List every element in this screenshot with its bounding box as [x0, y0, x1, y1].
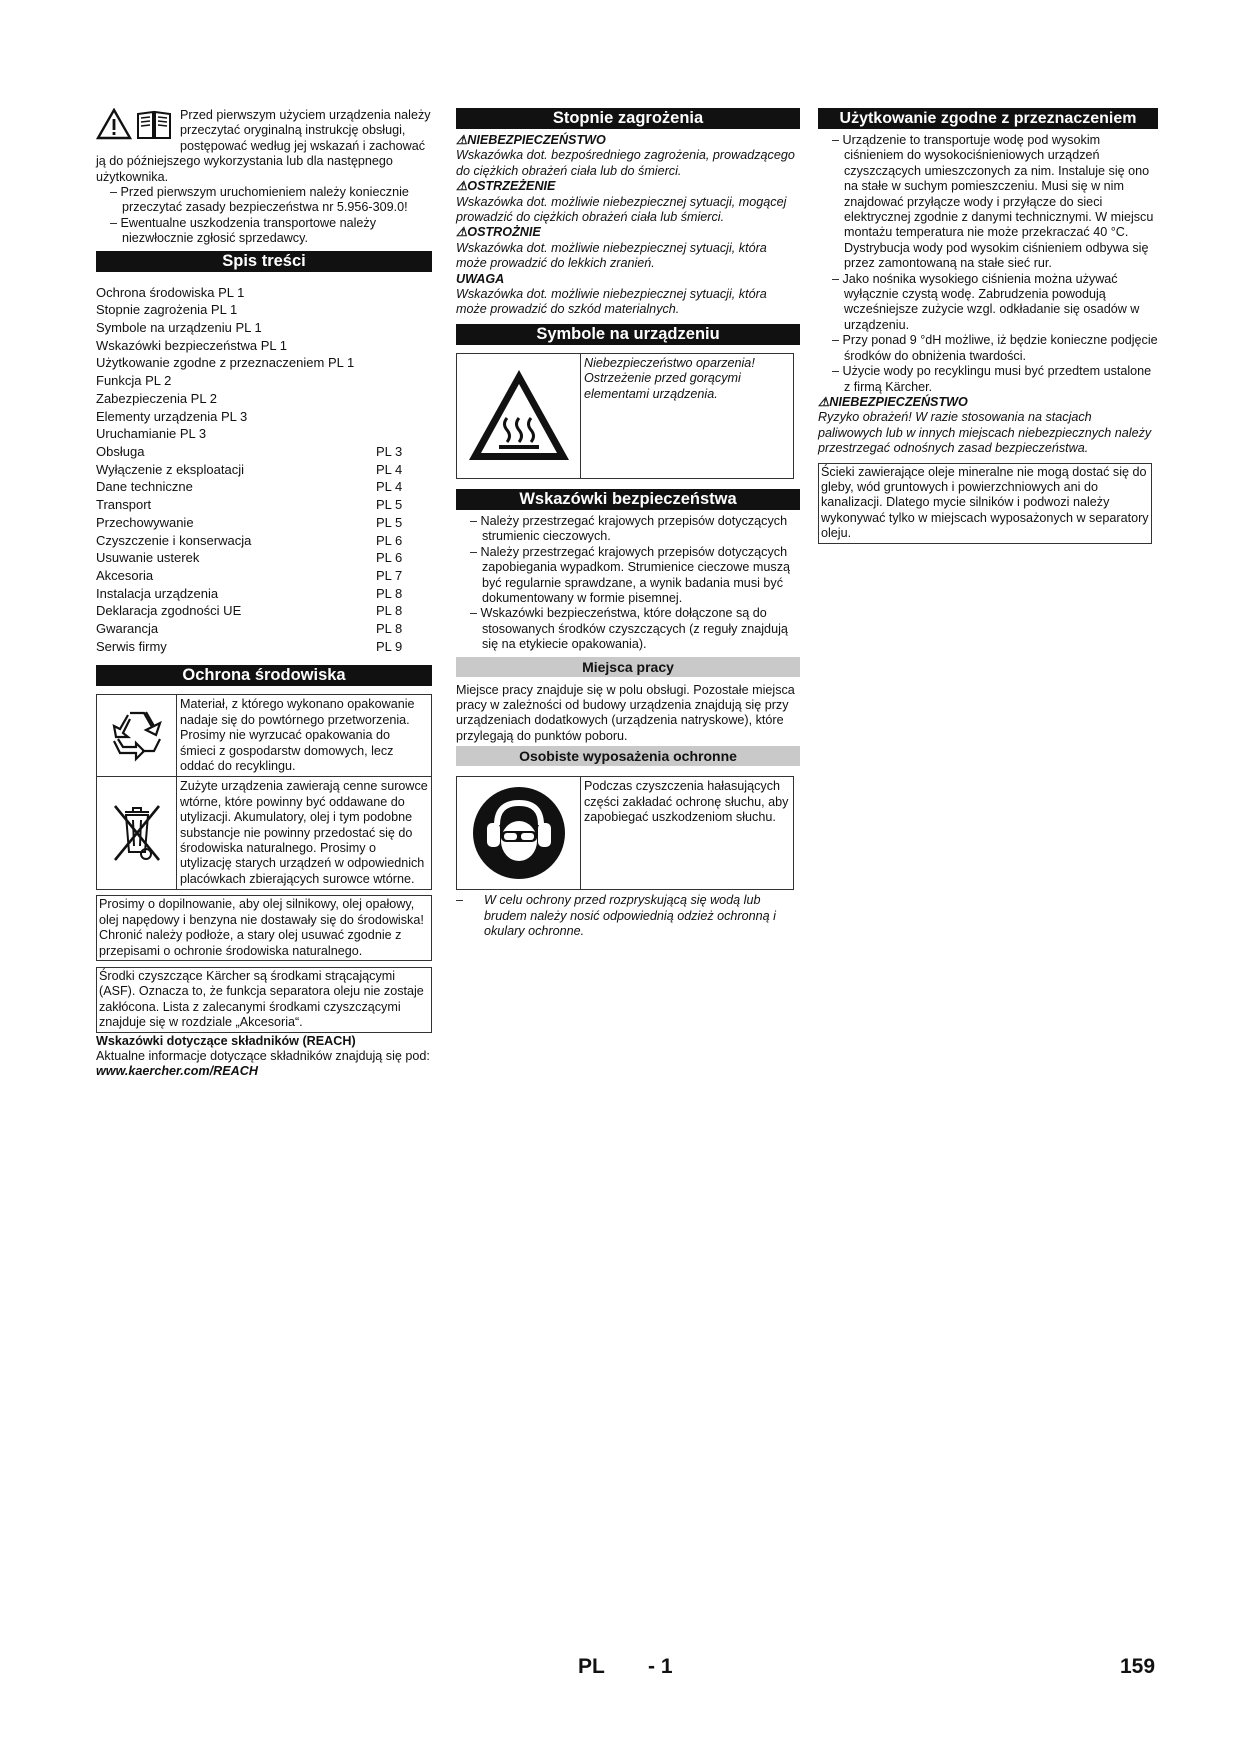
env-asf-text: Środki czyszczące Kärcher są środkami strącającymi (ASF). Oznacza to, że funkcja separatora oleju nie zostaje zakłócona. Lista z zalecanymi środkami czyszczącymi znajduje się w rozdziale „Akcesoria“.: [99, 968, 424, 1030]
env-oil-text: Prosimy o dopilnowanie, aby olej silnikowy, olej opałowy, olej napędowy i benzyna nie dostawały się do środowiska! Chronić należy podłoże, a stary olej usuwać zgodnie z przepisami o ochronie środowiska naturalnego.: [99, 897, 424, 958]
toc-entry[interactable]: Symbole na urządzeniu PL 1: [96, 320, 262, 336]
intro-icons: [96, 108, 176, 148]
use-item: – Przy ponad 9 °dH możliwe, iż będzie konieczne podjęcie środków do obniżenia twardości.: [832, 333, 1158, 363]
ppe-symbol-row: [456, 776, 794, 890]
levels-heading: Stopnie zagrożenia: [456, 108, 800, 129]
danger-text: Ryzyko obrażeń! W razie stosowania na stacjach paliwowych lub w innych miejscach niebezpiecznych należy przestrzegać odnośnych zasad bezpieczeństwa.: [818, 410, 1152, 456]
footer-section-page: - 1: [648, 1655, 673, 1678]
wastewater-text: Ścieki zawierające oleje mineralne nie mogą dostać się do gleby, wód gruntowych i powierzchniowych ani do kanalizacji. Dlatego mycie silników i podwozi należy wykonywać tylko w miejscach wyposażonych w separatory oleju.: [821, 464, 1149, 541]
ppe-heading: Osobiste wyposażenia ochronne: [456, 746, 800, 766]
ear-and-eye-protection-icon: [471, 785, 567, 881]
env-symbol-table: [96, 694, 432, 890]
ppe-note-dash: –: [456, 893, 464, 908]
level-text: Wskazówka dot. bezpośredniego zagrożenia, prowadzącego do ciężkich obrażeń ciała lub do śmierci.: [456, 148, 795, 178]
burn-symbol-text: Niebezpieczeństwo oparzenia! Ostrzeżenie przed gorącymi elementami urządzenia.: [584, 355, 755, 401]
reach-text: Aktualne informacje dotyczące składników znajdują się pod:: [96, 1048, 430, 1063]
use-list: [818, 133, 1158, 395]
toc-entry[interactable]: Wskazówki bezpieczeństwa PL 1: [96, 337, 287, 353]
column-middle: [456, 108, 800, 939]
toc-entry[interactable]: Ochrona środowiska PL 1: [96, 284, 245, 300]
toc-entry[interactable]: Uruchamianie PL 3: [96, 426, 207, 442]
safety-heading: Wskazówki bezpieczeństwa: [456, 489, 800, 510]
toc-entry[interactable]: Użytkowanie zgodne z przeznaczeniem PL 1: [96, 355, 355, 371]
toc-entry[interactable]: Instalacja urządzenia PL 8: [96, 585, 403, 601]
toc-entry[interactable]: Gwarancja PL 8: [96, 621, 403, 637]
toc-entry[interactable]: Dane techniczne PL 4: [96, 479, 403, 495]
warning-triangle-icon: [96, 108, 132, 140]
env-recycle-row: [96, 694, 432, 777]
toc-entry[interactable]: Obsługa PL 3: [96, 443, 403, 459]
danger-label: ⚠NIEBEZPIECZEŃSTWO: [818, 394, 968, 409]
hazard-levels: [456, 133, 800, 318]
env-heading: Ochrona środowiska: [96, 665, 432, 686]
hot-surface-warning-icon: [465, 366, 573, 466]
intro-item: – Przed pierwszym uruchomieniem należy koniecznie przeczytać zasady bezpieczeństwa nr 5.956-309.0!: [110, 185, 409, 215]
manual-book-icon: [135, 108, 173, 140]
level-text: Wskazówka dot. możliwie niebezpiecznej sytuacji, która może prowadzić do szkód materialnych.: [456, 287, 767, 317]
env-weee-text: Zużyte urządzenia zawierają cenne surowce wtórne, które powinny być oddawane do utylizacji. Akumulatory, olej i tym podobne substancje nie powinny przedostać się do środowiska naturalnego. Prosimy o utylizację starych urządzeń w odpowiednich placówkach zbierających surowce wtórne.: [180, 779, 428, 886]
env-recycle-text: Materiał, z którego wykonano opakowanie nadaje się do powtórnego przetworzenia. Prosimy nie wyrzucać opakowania do śmieci z gospodarstw domowych, lecz oddać do recyklingu.: [180, 697, 415, 774]
ppe-box-text: Podczas czyszczenia hałasujących części zakładać ochronę słuchu, aby zapobiegać uszkodzeniom słuchu.: [584, 779, 789, 824]
wastewater-box: [818, 463, 1152, 544]
symbols-heading: Symbole na urządzeniu: [456, 324, 800, 345]
workplace-text: Miejsce pracy znajduje się w polu obsługi. Pozostałe miejsca pracy w zależności od budowy urządzenia znajdują się przy urządzeniach dodatkowych (urządzenia natryskowe), które przylegają do punktów poboru.: [456, 682, 795, 743]
toc-entry[interactable]: Serwis firmy PL 9: [96, 638, 403, 654]
toc-entry[interactable]: Przechowywanie PL 5: [96, 514, 403, 530]
env-oil-box: [96, 895, 432, 961]
safety-item: – Wskazówki bezpieczeństwa, które dołączone są do stosowanych środków czyszczących (z reguły znajdują się na etykiecie opakowania).: [470, 606, 788, 652]
safety-list: [456, 514, 800, 653]
column-left: [96, 108, 432, 1080]
toc-entry[interactable]: Funkcja PL 2: [96, 373, 172, 389]
table-of-contents: [96, 284, 432, 656]
reach-link[interactable]: www.kaercher.com/REACH: [96, 1064, 258, 1079]
use-item: – Urządzenie to transportuje wodę pod wysokim ciśnieniem do wysokociśnieniowych urządzeń czyszczących umieszczonych za nim. Instaluje się ono na stałe w suchym pomieszczeniu. Musi się w nim znajdować przyłącze wody i przyłącze do sieci elektrycznej zgodnie z danymi technicznymi. W miejscu montażu temperatura nie może przekraczać 40 °C. Dystrybucja wody pod wysokim ciśnieniem odbywa się przez zamontowaną na stałe sieć rur.: [832, 133, 1154, 271]
intro-text: Przed pierwszym użyciem urządzenia należy przeczytać oryginalną instrukcję obsługi, postępować według jej wskazań i zachować ją do późniejszego wykorzystania lub dla następnego użytkownika.: [96, 108, 431, 184]
toc-heading: Spis treści: [96, 251, 432, 272]
use-item: – Użycie wody po recyklingu musi być przedtem ustalone z firmą Kärcher.: [832, 364, 1152, 394]
level-label: ⚠NIEBEZPIECZEŃSTWO: [456, 133, 606, 147]
toc-entry[interactable]: Akcesoria PL 7: [96, 567, 403, 583]
toc-entry[interactable]: Zabezpieczenia PL 2: [96, 390, 217, 406]
level-label: ⚠OSTROŻNIE: [456, 225, 541, 240]
level-text: Wskazówka dot. możliwie niebezpiecznej sytuacji, która może prowadzić do lekkich zranień.: [456, 240, 767, 271]
toc-entry[interactable]: Stopnie zagrożenia PL 1: [96, 302, 238, 318]
env-asf-box: [96, 967, 432, 1033]
level-label: UWAGA: [456, 271, 505, 286]
workplace-heading: Miejsca pracy: [456, 657, 800, 677]
toc-entry[interactable]: Transport PL 5: [96, 497, 403, 513]
reach-heading: Wskazówki dotyczące składników (REACH): [96, 1033, 356, 1048]
column-right: [818, 108, 1158, 544]
ppe-note: [456, 893, 800, 939]
toc-entry[interactable]: Deklaracja zgodności UE PL 8: [96, 603, 403, 619]
burn-symbol-row: [456, 353, 794, 479]
intro-block: [96, 108, 432, 247]
toc-entry[interactable]: Wyłączenie z eksploatacji PL 4: [96, 461, 403, 477]
env-weee-row: [96, 777, 432, 890]
footer-language: PL: [578, 1655, 605, 1678]
crossed-bin-icon: [109, 800, 165, 866]
safety-item: – Należy przestrzegać krajowych przepisów dotyczących zapobiegania wypadkom. Strumienice cieczowe muszą być regularnie sprawdzane, a wynik badania musi być dokumentowany w formie pisemnej.: [470, 544, 790, 605]
page-number: 159: [1120, 1655, 1156, 1678]
safety-item: – Należy przestrzegać krajowych przepisów dotyczących strumienic cieczowych.: [470, 513, 788, 544]
recycle-icon: [106, 707, 168, 765]
ppe-note-text: W celu ochrony przed rozpryskującą się wodą lub brudem należy nosić odpowiednią odzież ochronną i okulary ochronne.: [484, 893, 776, 938]
level-text: Wskazówka dot. możliwie niebezpiecznej sytuacji, mogącej prowadzić do ciężkich obrażeń ciała lub śmierci.: [456, 194, 787, 225]
level-label: ⚠OSTRZEŻENIE: [456, 179, 556, 194]
use-item: – Jako nośnika wysokiego ciśnienia można używać wyłącznie czystą wodę. Zabrudzenia powodują wcześniejsze zużycie wzgl. odkładanie się osadów w urządzeniu.: [832, 271, 1140, 332]
intro-item: – Ewentualne uszkodzenia transportowe należy niezwłocznie zgłosić sprzedawcy.: [110, 215, 377, 246]
use-heading: Użytkowanie zgodne z przeznaczeniem: [818, 108, 1158, 129]
toc-entry[interactable]: Elementy urządzenia PL 3: [96, 408, 248, 424]
toc-entry[interactable]: Usuwanie usterek PL 6: [96, 550, 403, 566]
toc-entry[interactable]: Czyszczenie i konserwacja PL 6: [96, 532, 403, 548]
